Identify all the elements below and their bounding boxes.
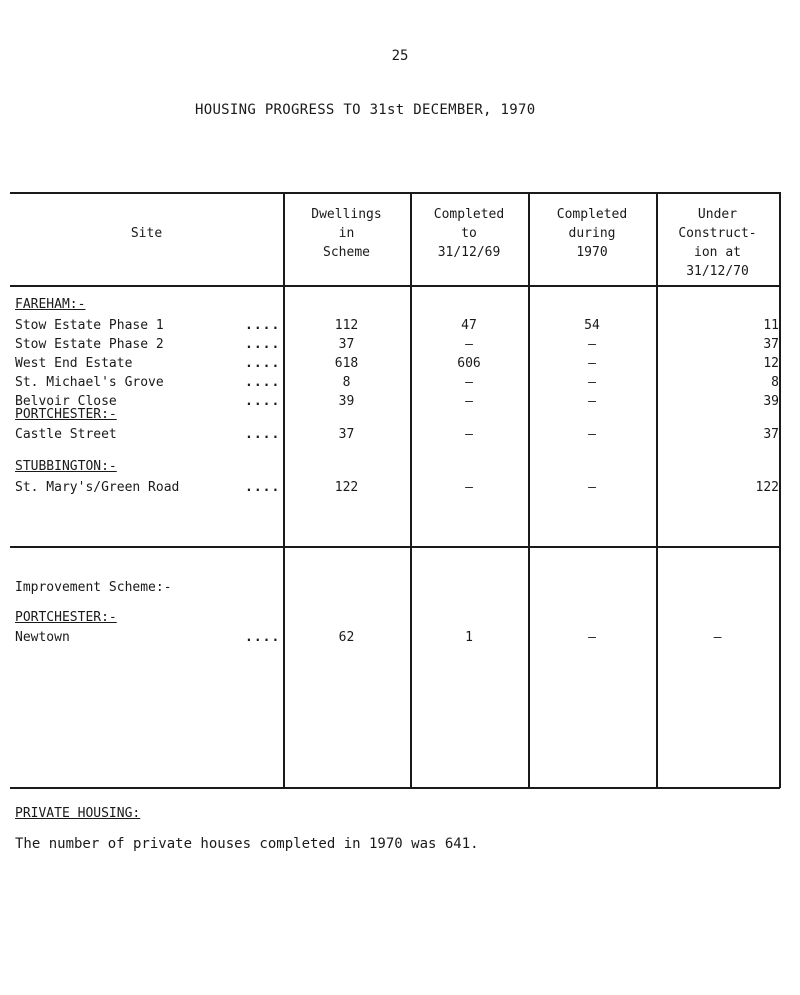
completed-during-value: —: [588, 394, 596, 409]
page-number: 25: [391, 48, 409, 64]
site-name: St. Mary's/Green Road: [15, 480, 180, 495]
section-portchester: PORTCHESTER:-: [15, 407, 117, 422]
leader-dots: ....: [245, 480, 281, 495]
leader-dots: ....: [245, 375, 281, 390]
dwellings-value: 122: [334, 480, 359, 495]
completed-to-value: —: [465, 375, 473, 390]
table-row: [15, 394, 785, 413]
header-completed-to: Completed to 31/12/69: [433, 207, 505, 260]
section-stubbington: STUBBINGTON:-: [15, 459, 117, 474]
dwellings-value: 8: [342, 375, 351, 390]
site-name: Stow Estate Phase 2: [15, 337, 164, 352]
under-construction-value: 37: [763, 337, 779, 352]
table-row: [15, 480, 785, 499]
site-name: West End Estate: [15, 356, 133, 371]
section-fareham: FAREHAM:-: [15, 297, 86, 312]
header-dwellings: Dwellings in Scheme: [311, 207, 382, 260]
under-construction-value: 39: [763, 394, 779, 409]
table-row: [15, 375, 785, 394]
under-construction-value: 122: [755, 480, 779, 495]
table-row: [15, 318, 785, 337]
completed-to-value: —: [465, 394, 473, 409]
completed-during-value: 54: [584, 318, 600, 333]
leader-dots: ....: [245, 427, 281, 442]
table-bottom-border: [10, 787, 780, 789]
completed-during-value: —: [588, 630, 596, 645]
header-completed-during: Completed during 1970: [556, 207, 628, 260]
table-row: [15, 630, 785, 649]
leader-dots: ....: [245, 356, 281, 371]
completed-during-value: —: [588, 337, 596, 352]
under-construction-value: 11: [763, 318, 779, 333]
site-name: Stow Estate Phase 1: [15, 318, 164, 333]
section-portchester-improvement: PORTCHESTER:-: [15, 610, 117, 625]
dwellings-value: 618: [334, 356, 359, 371]
completed-during-value: —: [588, 375, 596, 390]
section-improvement-scheme: Improvement Scheme:-: [15, 580, 172, 595]
completed-to-value: 606: [457, 356, 481, 371]
completed-to-value: —: [465, 480, 473, 495]
site-name: Belvoir Close: [15, 394, 117, 409]
site-name: Newtown: [15, 630, 70, 645]
leader-dots: ....: [245, 337, 281, 352]
under-construction-value: —: [713, 630, 722, 645]
table-row: [15, 356, 785, 375]
site-name: Castle Street: [15, 427, 117, 442]
table-top-border: [10, 192, 780, 194]
dwellings-value: 39: [338, 394, 355, 409]
under-construction-value: 8: [771, 375, 779, 390]
dwellings-value: 62: [338, 630, 355, 645]
header-bottom-border: [10, 285, 780, 287]
header-site: Site: [130, 226, 163, 241]
table-row: [15, 427, 785, 446]
dwellings-value: 37: [338, 427, 355, 442]
leader-dots: ....: [245, 630, 281, 645]
under-construction-value: 12: [763, 356, 779, 371]
completed-to-value: 47: [461, 318, 477, 333]
completed-to-value: —: [465, 427, 473, 442]
header-under-construction: Under Construct- ion at 31/12/70: [678, 207, 757, 279]
completed-during-value: —: [588, 480, 596, 495]
site-name: St. Michael's Grove: [15, 375, 164, 390]
completed-during-value: —: [588, 356, 596, 371]
completed-during-value: —: [588, 427, 596, 442]
page-title: HOUSING PROGRESS TO 31st DECEMBER, 1970: [195, 102, 536, 118]
section-divider: [10, 546, 780, 548]
private-housing-text: The number of private houses completed in 1970 was 641.: [15, 836, 479, 852]
leader-dots: ....: [245, 318, 281, 333]
leader-dots: ....: [245, 394, 281, 409]
completed-to-value: 1: [465, 630, 473, 645]
private-housing-heading: PRIVATE HOUSING:: [15, 806, 141, 821]
completed-to-value: —: [465, 337, 473, 352]
dwellings-value: 37: [338, 337, 355, 352]
dwellings-value: 112: [334, 318, 359, 333]
table-row: [15, 337, 785, 356]
under-construction-value: 37: [763, 427, 779, 442]
